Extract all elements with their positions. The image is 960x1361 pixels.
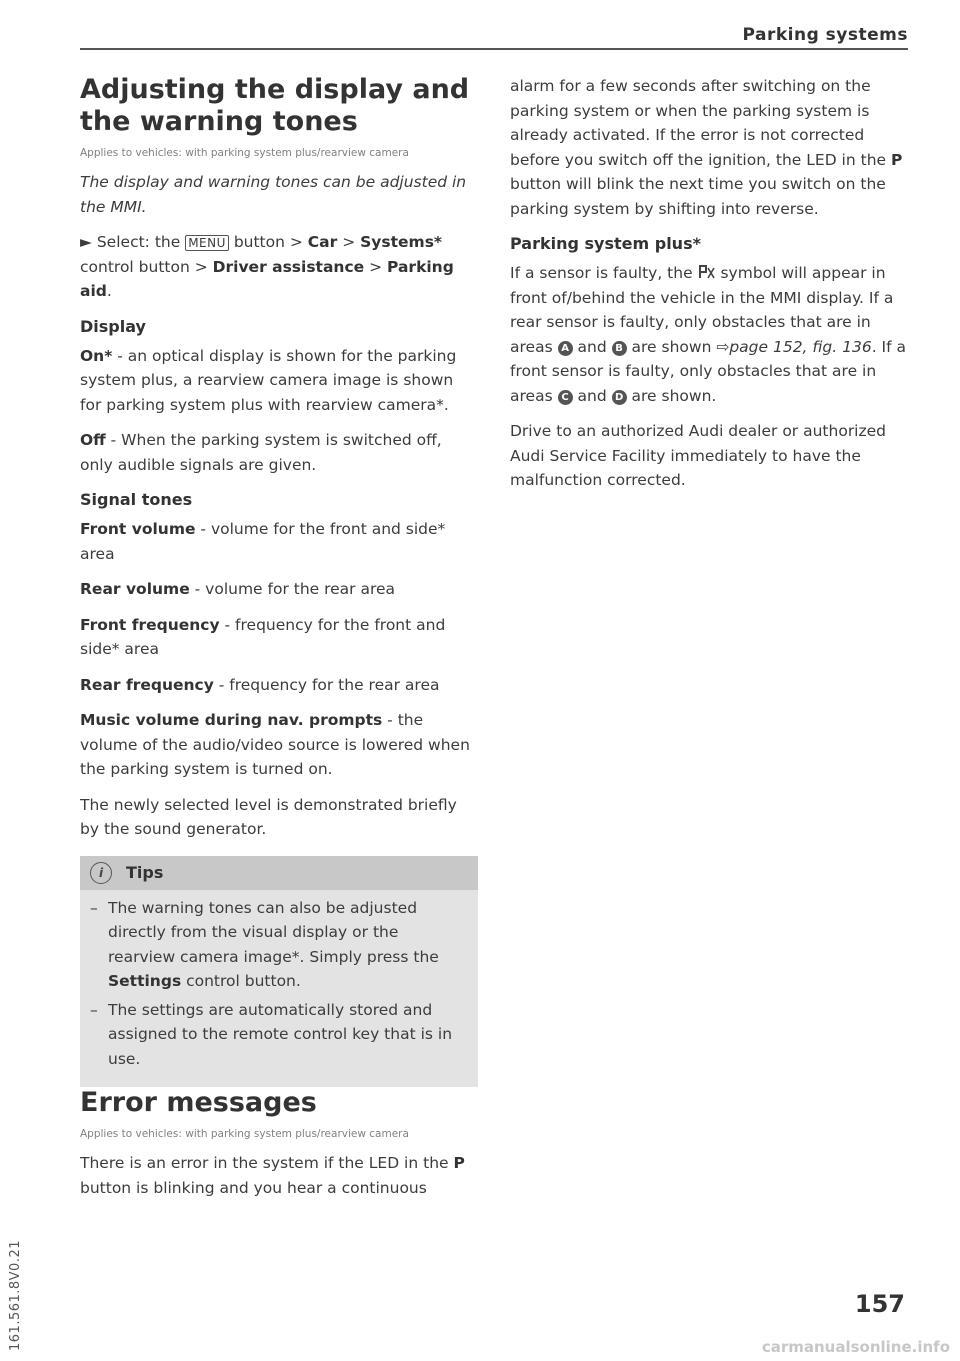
document-code: 161.561.8V0.21 (8, 1240, 23, 1351)
applies-note: Applies to vehicles: with parking system plus/rearview camera (80, 147, 409, 159)
area-c-icon: C (558, 390, 573, 405)
front-volume-definition: Front volume - volume for the front and side* area (80, 520, 446, 563)
tips-box (80, 856, 478, 1088)
area-b-icon: B (612, 341, 627, 356)
error-text: There is an error in the system if the LED in the P button is blinking and you hear a continuous (80, 1154, 465, 1197)
watermark: carmanualsonline.info (761, 1338, 950, 1356)
off-definition: Off - When the parking system is switched off, only audible signals are given. (80, 431, 442, 474)
on-definition: On* - an optical display is shown for the parking system plus, a rearview camera image is shown for parking system plus with rearview camera*. (80, 346, 457, 414)
tips-item: – The settings are automatically stored and assigned to the remote control key that is in use. (90, 998, 466, 1072)
section-title-error-messages: Error messages (80, 1087, 317, 1118)
section-header: Parking systems (742, 25, 908, 45)
area-a-icon: A (558, 341, 573, 356)
parking-led-icon: P (453, 1154, 465, 1172)
select-step: ► Select: the MENU button > Car > Systems* control button > Driver assistance > Parking aid. (80, 233, 454, 300)
header-rule (80, 48, 908, 50)
tips-item: – The warning tones can also be adjusted directly from the visual display or the rearview camera image*. Simply press the Settings control button. (90, 896, 466, 994)
intro-text: The display and warning tones can be adjusted in the MMI. (80, 173, 467, 216)
menu-key: MENU (185, 235, 229, 251)
drive-to-dealer-text: Drive to an authorized Audi dealer or authorized Audi Service Facility immediately to have the malfunction corrected. (510, 422, 887, 489)
applies-note: Applies to vehicles: with parking system plus/rearview camera (80, 1128, 409, 1140)
tips-list (80, 896, 478, 1072)
signal-tones-heading: Signal tones (80, 490, 193, 509)
music-volume-definition: Music volume during nav. prompts - the volume of the audio/video source is lowered when the parking system is turned on. (80, 711, 470, 778)
display-heading: Display (80, 316, 146, 336)
area-d-icon: D (612, 390, 627, 405)
info-icon: i (90, 862, 112, 884)
parking-system-plus-heading: Parking system plus* (510, 234, 701, 253)
tips-heading: Tips (126, 863, 164, 882)
page-reference-link[interactable]: page 152, fig. 136 (729, 337, 872, 356)
parking-led-icon: P (890, 150, 903, 169)
sensor-fault-icon (698, 264, 716, 280)
arrow-icon: ⇨ (716, 337, 730, 356)
tips-header (80, 856, 478, 890)
newly-selected-text: The newly selected level is demonstrated briefly by the sound generator. (80, 795, 457, 838)
page-number: 157 (854, 1290, 905, 1318)
rear-volume-definition: Rear volume - volume for the rear area (80, 580, 396, 598)
front-frequency-definition: Front frequency - frequency for the front and side* area (80, 615, 446, 658)
right-column (510, 74, 908, 493)
parking-plus-text: If a sensor is faulty, the symbol will appear in front of/behind the vehicle in the MMI display. If a rear sensor is faulty, only obstacles that are in areas A and B are shown ⇨page 152, fig. 136. If a front sensor is faulty, only obstacles that are in areas C and D are shown. (510, 264, 907, 405)
left-column (80, 74, 478, 1200)
rear-frequency-definition: Rear frequency - frequency for the rear area (80, 675, 440, 694)
section-title-adjusting: Adjusting the display and the warning tones (80, 74, 470, 137)
error-continued-text: alarm for a few seconds after switching on the parking system or when the parking system is already activated. If the error is not corrected before you switch off the ignition, the LED in the P button will blink the next time you switch on the parking system by shifting into reverse. (510, 77, 903, 218)
